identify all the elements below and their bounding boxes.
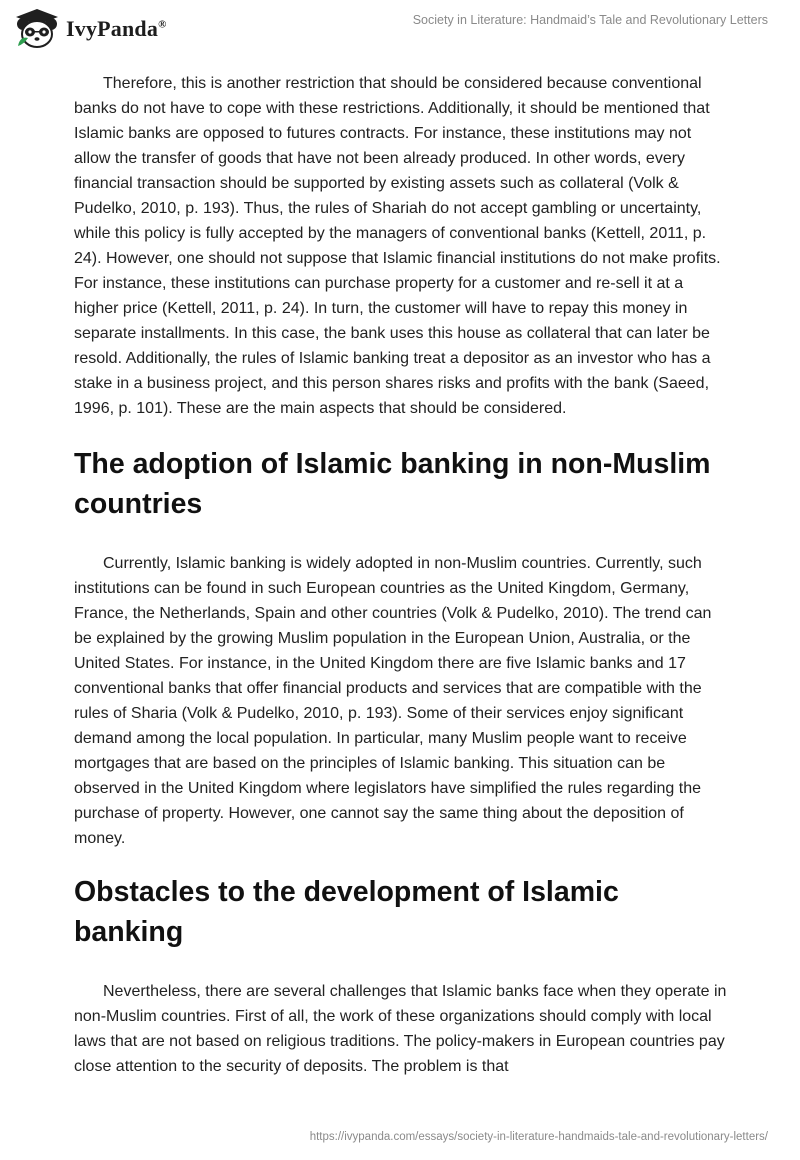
panda-mascot-icon: [14, 8, 60, 50]
source-url-link[interactable]: https://ivypanda.com/essays/society-in-literature-handmaids-tale-and-revolutionary-letters/: [309, 1131, 768, 1143]
section-heading: Obstacles to the development of Islamic banking: [74, 876, 619, 948]
brand-name: IvyPanda®: [66, 16, 167, 41]
ivypanda-logo[interactable]: [14, 8, 167, 50]
section-heading: The adoption of Islamic banking in non-Muslim countries: [74, 448, 711, 520]
article-body: [74, 71, 728, 1079]
paragraph: Currently, Islamic banking is widely adopted in non-Muslim countries. Currently, such institutions can be found in such European countries as the United Kingdom, Germany, France, the Netherlands, Spain and other countries (Volk & Pudelko, 2010). The trend can be explained by the growing Muslim population in the European Union, Australia, or the United States. For instance, in the United Kingdom there are five Islamic banks and 17 conventional banks that offer financial products and services that are compatible with the rules of Sharia (Volk & Pudelko, 2010, p. 193). Some of their services enjoy significant demand among the local population. In particular, many Muslim people want to receive mortgages that are based on the principles of Islamic banking. This situation can be observed in the United Kingdom where legislators have simplified the rules regarding the purchase of property. However, one cannot say the same thing about the deposition of money.: [74, 555, 712, 847]
paragraph: Therefore, this is another restriction that should be considered because conventional banks do not have to cope with these restrictions. Additionally, it should be mentioned that Islamic banks are opposed to futures contracts. For instance, these institutions may not allow the transfer of goods that have not been already produced. In other words, every financial transaction should be supported by existing assets such as collateral (Volk & Pudelko, 2010, p. 193). Thus, the rules of Shariah do not accept gambling or uncertainty, while this policy is fully accepted by the managers of conventional banks (Kettell, 2011, p. 24). However, one should not suppose that Islamic financial institutions do not make profits. For instance, these institutions can purchase property for a customer and re-sell it at a higher price (Kettell, 2011, p. 24). In turn, the customer will have to repay this money in separate installments. In this case, the bank uses this house as collateral that can later be resold. Additionally, the rules of Islamic banking treat a depositor as an investor who has a stake in a business project, and this person shares risks and profits with the bank (Saeed, 1996, p. 101). These are the main aspects that should be considered.: [74, 75, 721, 417]
paragraph: Nevertheless, there are several challenges that Islamic banks face when they operate in non-Muslim countries. First of all, the work of these organizations should comply with local laws that are not based on religious traditions. The policy-makers in European countries pay close attention to the security of deposits. The problem is that: [74, 983, 727, 1075]
page-header: [0, 0, 800, 60]
document-title: Society in Literature: Handmaid’s Tale and Revolutionary Letters: [412, 13, 768, 27]
